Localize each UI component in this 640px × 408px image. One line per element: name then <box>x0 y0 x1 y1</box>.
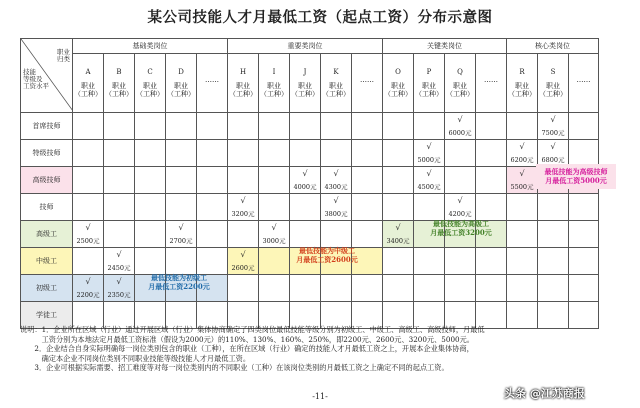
table-cell <box>197 140 228 167</box>
table-cell <box>476 113 507 140</box>
table-cell <box>228 275 259 302</box>
table-cell <box>104 167 135 194</box>
check-mark: √ <box>116 250 122 259</box>
corner-left-label: 技能 等级及 工资水平 <box>23 68 49 90</box>
note-line: 工资分别为本地法定月最低工资标准（假设为2000元）的110%、130%、160%、250%，即2200元、2600元、3200元、5000元。 <box>20 334 474 344</box>
table-cell <box>259 113 290 140</box>
column-header-text: S <box>550 68 556 76</box>
table-cell <box>476 248 507 275</box>
wage-amount: 7500元 <box>541 129 565 137</box>
wage-amount: 4200元 <box>448 210 472 218</box>
table-cell <box>73 140 104 167</box>
table-cell <box>383 167 414 194</box>
table-cell <box>73 194 104 221</box>
wage-amount: 4300元 <box>324 183 348 191</box>
table-cell <box>321 113 352 140</box>
table-cell <box>197 221 228 248</box>
column-header-text: J <box>303 68 307 76</box>
table-cell <box>166 167 197 194</box>
group-header-core: 核心类岗位 <box>507 39 599 54</box>
table-cell <box>445 167 476 194</box>
column-header-text: R <box>519 68 525 76</box>
column-header-text: 职业 <box>422 82 436 90</box>
column-header-text: 职业 <box>453 82 467 90</box>
table-cell <box>259 167 290 194</box>
column-header-text: P <box>426 68 432 76</box>
table-cell <box>259 194 290 221</box>
column-header-basic-1 <box>104 54 135 113</box>
table-cell <box>290 275 321 302</box>
table-cell <box>538 113 569 140</box>
check-mark: √ <box>519 142 525 151</box>
check-mark: √ <box>271 223 277 232</box>
table-cell <box>259 221 290 248</box>
wage-amount: 2200元 <box>76 291 100 299</box>
column-header-basic-3 <box>166 54 197 113</box>
corner-top-label: 职业 归类 <box>57 48 70 63</box>
table-cell <box>352 194 383 221</box>
table-cell <box>321 140 352 167</box>
wage-amount: 5000元 <box>417 156 441 164</box>
column-header-key-3 <box>476 54 507 113</box>
table-cell <box>538 275 569 302</box>
column-header-text: （工种） <box>446 90 474 98</box>
column-header-text: H <box>239 68 247 76</box>
row-header: 首席技师 <box>21 113 73 140</box>
table-cell <box>166 113 197 140</box>
wage-amount: 5500元 <box>510 183 534 191</box>
column-header-core-0 <box>507 54 538 113</box>
table-cell <box>321 275 352 302</box>
table-cell <box>197 113 228 140</box>
row-header: 学徒工 <box>21 302 73 329</box>
column-header-basic-4 <box>197 54 228 113</box>
column-header-text: （工种） <box>229 90 257 98</box>
table-cell <box>290 221 321 248</box>
table-row <box>21 167 599 194</box>
table-cell <box>228 248 259 275</box>
table-cell <box>197 167 228 194</box>
table-cell <box>228 113 259 140</box>
check-mark: √ <box>240 196 246 205</box>
wage-amount: 2450元 <box>107 264 131 272</box>
table-cell <box>507 248 538 275</box>
table-cell <box>476 140 507 167</box>
column-header-text: D <box>178 68 184 76</box>
column-header-key-1 <box>414 54 445 113</box>
wage-amount: 2500元 <box>76 237 100 245</box>
wage-amount: 3200元 <box>231 210 255 218</box>
column-header-core-1 <box>538 54 569 113</box>
note-line: 确定本企业不同岗位类别不同职业技能等级技能人才月最低工资。 <box>20 353 251 363</box>
table-cell <box>166 194 197 221</box>
column-header-text: 职业 <box>329 82 343 90</box>
core-band-label: 最低技能为高级技师 月最低工资5000元 <box>544 167 608 185</box>
column-header-text: （工种） <box>260 90 288 98</box>
page-title: 某公司技能人才月最低工资（起点工资）分布示意图 <box>147 9 493 26</box>
row-header: 初级工 <box>21 275 73 302</box>
notes-section <box>20 325 620 373</box>
column-header-text: …… <box>576 76 591 84</box>
table-cell <box>166 248 197 275</box>
column-header-text: 职业 <box>298 82 312 90</box>
column-header-text: I <box>272 68 276 76</box>
column-header-text: …… <box>484 76 498 84</box>
column-header-text: …… <box>360 76 374 84</box>
row-header: 特级技师 <box>21 140 73 167</box>
table-cell <box>73 221 104 248</box>
column-header-text: 职业 <box>546 82 560 90</box>
table-cell <box>135 248 166 275</box>
table-cell <box>383 140 414 167</box>
table-cell <box>538 194 569 221</box>
wage-amount: 4500元 <box>417 183 441 191</box>
table-cell <box>569 275 599 302</box>
table-cell <box>383 275 414 302</box>
table-cell <box>569 221 599 248</box>
group-header-important: 重要类岗位 <box>228 39 383 54</box>
check-mark: √ <box>519 169 525 178</box>
table-row <box>21 194 599 221</box>
column-header-text: 职业 <box>236 82 250 90</box>
basic-band-label: 最低技能为初级工 月最低工资2200元 <box>148 273 210 291</box>
table-cell <box>73 113 104 140</box>
check-mark: √ <box>116 277 122 286</box>
check-mark: √ <box>550 115 556 124</box>
wage-amount: 2600元 <box>231 264 255 272</box>
row-header: 高级工 <box>21 221 73 248</box>
wage-amount: 6000元 <box>448 129 472 137</box>
table-row <box>21 221 599 248</box>
wage-amount: 2700元 <box>169 237 193 245</box>
column-header-text: （工种） <box>322 90 350 98</box>
check-mark: √ <box>333 196 339 205</box>
table-cell <box>352 113 383 140</box>
table-cell <box>538 221 569 248</box>
table-cell <box>414 113 445 140</box>
table-cell <box>445 194 476 221</box>
table-cell <box>445 248 476 275</box>
row-header: 高级技师 <box>21 167 73 194</box>
column-header-core-2 <box>569 54 599 113</box>
table-cell <box>569 140 599 167</box>
table-cell <box>383 221 414 248</box>
note-line: 2．企业结合自身实际明确每一岗位类别包含的职业（工种），在所在区域（行业）确定的技能人才月最低工资之上，开展本企业集体协商， <box>20 344 474 354</box>
table-cell <box>321 194 352 221</box>
table-cell <box>135 194 166 221</box>
check-mark: √ <box>550 142 556 151</box>
column-header-important-4 <box>352 54 383 113</box>
wage-amount: 4000元 <box>293 183 317 191</box>
table-cell <box>321 221 352 248</box>
table-cell <box>569 113 599 140</box>
column-header-text: 职业 <box>112 82 126 90</box>
page-number: -11- <box>312 392 328 401</box>
column-header-text: A <box>85 68 91 76</box>
check-mark: √ <box>85 277 91 286</box>
wage-table <box>20 38 599 329</box>
table-cell <box>104 221 135 248</box>
table-cell <box>197 194 228 221</box>
column-header-text: Q <box>457 68 463 76</box>
table-cell <box>197 248 228 275</box>
column-header-important-1 <box>259 54 290 113</box>
table-cell <box>476 167 507 194</box>
column-header-text: （工种） <box>105 90 133 98</box>
table-cell <box>445 275 476 302</box>
column-header-key-2 <box>445 54 476 113</box>
row-header: 技师 <box>21 194 73 221</box>
table-cell <box>507 140 538 167</box>
table-cell <box>476 275 507 302</box>
column-header-basic-0 <box>73 54 104 113</box>
table-cell <box>73 248 104 275</box>
table-cell <box>321 167 352 194</box>
wage-amount: 2350元 <box>107 291 131 299</box>
table-cell <box>290 140 321 167</box>
table-cell <box>135 113 166 140</box>
column-header-text: C <box>147 68 153 76</box>
table-cell <box>352 140 383 167</box>
column-header-text: （工种） <box>136 90 164 98</box>
wage-amount: 3000元 <box>262 237 286 245</box>
table-cell <box>290 113 321 140</box>
note-line: 说明：1．企业所在区域（行业）通过开展区域（行业）集体协商确定了四类岗位最低技能等级分别为初级工、中级工、高级工、高级技师，月最低 <box>20 325 485 334</box>
column-header-text: （工种） <box>539 90 567 98</box>
table-cell <box>507 194 538 221</box>
table-cell <box>352 221 383 248</box>
note-line: 3．企业可根据实际需要、招工难度等对每一岗位类别内的不同职业（工种）在该岗位类别的月最低工资之上确定不同的起点工资。 <box>20 363 449 373</box>
table-cell <box>228 194 259 221</box>
table-cell <box>135 221 166 248</box>
table-cell <box>104 275 135 302</box>
column-header-text: 职业 <box>174 82 188 90</box>
important-band-label: 最低技能为中级工 月最低工资2600元 <box>296 246 358 264</box>
table-cell <box>414 140 445 167</box>
table-cell <box>259 275 290 302</box>
check-mark: √ <box>178 223 184 232</box>
table-cell <box>569 194 599 221</box>
group-header-key: 关键类岗位 <box>383 39 507 54</box>
table-cell <box>507 167 538 194</box>
wage-amount: 3800元 <box>324 210 348 218</box>
table-row <box>21 275 599 302</box>
table-cell <box>290 167 321 194</box>
table-cell <box>538 248 569 275</box>
column-header-important-0 <box>228 54 259 113</box>
table-cell <box>507 221 538 248</box>
check-mark: √ <box>333 169 339 178</box>
table-cell <box>414 248 445 275</box>
wage-amount: 6800元 <box>541 156 565 164</box>
table-cell <box>104 140 135 167</box>
table-cell <box>104 248 135 275</box>
table-cell <box>383 194 414 221</box>
column-header-text: …… <box>205 76 219 84</box>
check-mark: √ <box>395 223 401 232</box>
column-header-text: 职业 <box>81 82 95 90</box>
table-cell <box>259 140 290 167</box>
table-cell <box>383 113 414 140</box>
table-cell <box>104 113 135 140</box>
table-cell <box>259 248 290 275</box>
table-cell <box>104 194 135 221</box>
check-mark: √ <box>85 223 91 232</box>
key-band-label: 最低技能为高级工 月最低工资3200元 <box>430 219 492 237</box>
column-header-basic-2 <box>135 54 166 113</box>
table-cell <box>135 140 166 167</box>
watermark: 头条 @江苏商报 <box>504 387 585 400</box>
column-header-text: K <box>333 68 339 76</box>
column-header-text: 职业 <box>143 82 157 90</box>
table-cell <box>352 167 383 194</box>
table-row <box>21 113 599 140</box>
table-cell <box>414 194 445 221</box>
column-header-text: O <box>395 68 401 76</box>
group-header-basic: 基础类岗位 <box>73 39 228 54</box>
table-cell <box>228 221 259 248</box>
column-header-text: 职业 <box>391 82 405 90</box>
table-cell <box>352 275 383 302</box>
check-mark: √ <box>426 142 432 151</box>
table-cell <box>166 221 197 248</box>
table-cell <box>290 194 321 221</box>
table-cell <box>135 167 166 194</box>
wage-amount: 6200元 <box>510 156 534 164</box>
column-header-key-0 <box>383 54 414 113</box>
table-cell <box>228 167 259 194</box>
table-cell <box>445 140 476 167</box>
column-header-text: 职业 <box>267 82 281 90</box>
check-mark: √ <box>302 169 308 178</box>
wage-amount: 3400元 <box>386 237 410 245</box>
check-mark: √ <box>240 250 246 259</box>
column-header-text: （工种） <box>167 90 195 98</box>
column-header-text: （工种） <box>291 90 319 98</box>
column-header-text: （工种） <box>415 90 443 98</box>
table-cell <box>414 275 445 302</box>
table-cell <box>507 113 538 140</box>
column-header-text: 职业 <box>515 82 529 90</box>
column-header-important-2 <box>290 54 321 113</box>
row-header: 中级工 <box>21 248 73 275</box>
table-cell <box>507 275 538 302</box>
table-cell <box>73 167 104 194</box>
column-header-text: （工种） <box>384 90 412 98</box>
table-cell <box>538 140 569 167</box>
table-cell <box>414 167 445 194</box>
table-cell <box>166 140 197 167</box>
check-mark: √ <box>457 196 463 205</box>
column-header-important-3 <box>321 54 352 113</box>
table-row <box>21 140 599 167</box>
table-cell <box>445 113 476 140</box>
table-corner <box>21 39 73 113</box>
table-cell <box>228 140 259 167</box>
column-header-text: B <box>116 68 122 76</box>
column-header-text: （工种） <box>74 90 102 98</box>
check-mark: √ <box>426 169 432 178</box>
column-header-text: （工种） <box>508 90 536 98</box>
table-cell <box>569 248 599 275</box>
table-cell <box>73 275 104 302</box>
check-mark: √ <box>457 115 463 124</box>
table-cell <box>383 248 414 275</box>
table-cell <box>476 194 507 221</box>
